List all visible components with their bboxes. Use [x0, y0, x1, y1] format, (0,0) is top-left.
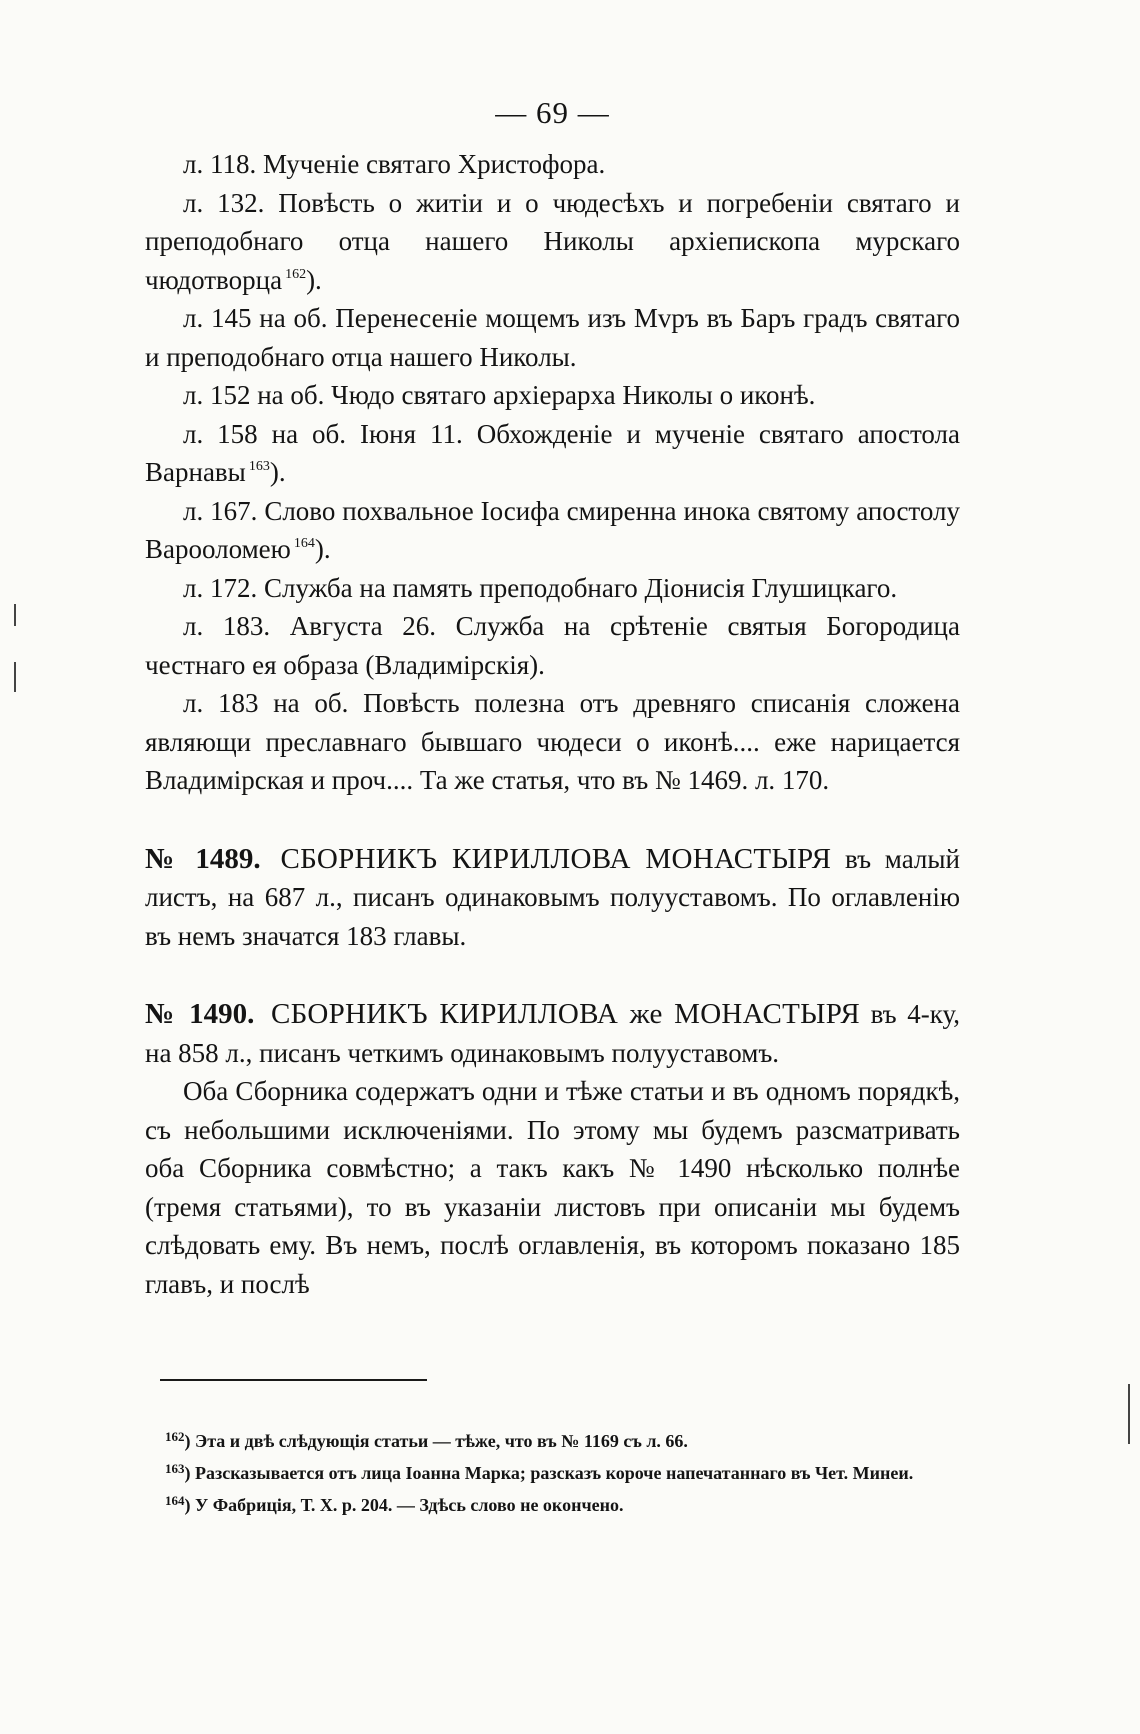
catalog-number: № 1489. [145, 842, 261, 875]
entry: л. 183 на об. Повѣсть полезна отъ древняго списанія сложена являющи преславнаго бывшаго чюдеси о иконѣ.... еже нарицается Владимірская и проч.... Та же статья, что въ № 1469. л. 170. [145, 688, 960, 795]
book-page [145, 95, 960, 1303]
entry: л. 145 на об. Перенесеніе мощемъ изъ Мvръ въ Баръ градъ святаго и преподобнаго отца нашего Николы. [145, 303, 960, 372]
footnotes [145, 1423, 960, 1519]
entry: л. 158 на об. Іюня 11. Обхожденіе и мученіе святаго апостола Варнавы $^{163}$). [145, 418, 960, 487]
section-description: въ 4-ку, на 858 л., писанъ четкимъ одинаковымъ полууставомъ. [145, 999, 960, 1068]
footnote-ref: 163 [248, 459, 270, 474]
section-description: въ малый листъ, на 687 л., писанъ одинаковымъ полууставомъ. По оглавленію въ немъ значатся 183 главы. [145, 843, 960, 951]
footnote: $^{162}$) Эта и двѣ слѣдующія статьи — тѣже, что въ № 1169 съ л. 66. [165, 1429, 688, 1451]
footnote: $^{164}$) У Фабриція, Т. X. р. 204. — Здѣсь слово не окончено. [165, 1493, 624, 1515]
section-lead [145, 995, 960, 1072]
catalog-number: № 1490. [145, 998, 255, 1030]
footnote-ref: 164 [293, 536, 315, 551]
entry: л. 152 на об. Чюдо святаго архіерарха Николы о иконѣ. [183, 380, 816, 410]
manuscript-description-1489 [145, 840, 960, 956]
entry: л. 183. Августа 26. Служба на срѣтеніе святыя Богородица честнаго ея образа (Владимірскія). [145, 611, 960, 680]
body-paragraph: Оба Сборника содержатъ одни и тѣже статьи и въ одномъ порядкѣ, съ небольшими исключеніями. По этому мы будемъ разсматривать оба Сборника совмѣстно; а такъ какъ № 1490 нѣсколько полнѣе (тремя статьями), то въ указаніи листовъ при описаніи мы будемъ слѣдовать ему. Въ немъ, послѣ оглавленія, въ которомъ показано 185 главъ, и послѣ [145, 1076, 960, 1299]
entry-list [145, 145, 960, 800]
footnote: $^{163}$) Разсказывается отъ лица Іоанна Марка; разсказъ короче напечатаннаго въ Чет. Минеи. [165, 1461, 914, 1483]
entry: л. 132. Повѣсть о житіи и о чюдесѣхъ и погребеніи святаго и преподобнаго отца нашего Николы архіепископа мурскаго чюдотворца $^{162}$). [145, 187, 960, 295]
section-heading: СБОРНИКЪ КИРИЛЛОВА же МОНАСТЫРЯ [270, 998, 860, 1030]
footnote-separator [160, 1379, 427, 1381]
entry: л. 118. Мученіе святаго Христофора. [183, 149, 606, 179]
page-number: — 69 — [495, 95, 610, 130]
manuscript-description-1490 [145, 995, 960, 1303]
footnote-ref: 162 [285, 266, 307, 282]
entry: л. 167. Слово похвальное Іосифа смиренна инока святому апостолу Варооломею $^{164}$). [145, 495, 960, 564]
section-heading: СБОРНИКЪ КИРИЛЛОВА МОНАСТЫРЯ [280, 842, 832, 875]
margin-mark-left-lower [14, 662, 16, 692]
entry: л. 172. Служба на память преподобнаго Діонисія Глушицкаго. [183, 572, 898, 603]
margin-mark-left [14, 604, 16, 626]
margin-mark-right [1128, 1384, 1130, 1444]
section-lead [145, 840, 960, 956]
